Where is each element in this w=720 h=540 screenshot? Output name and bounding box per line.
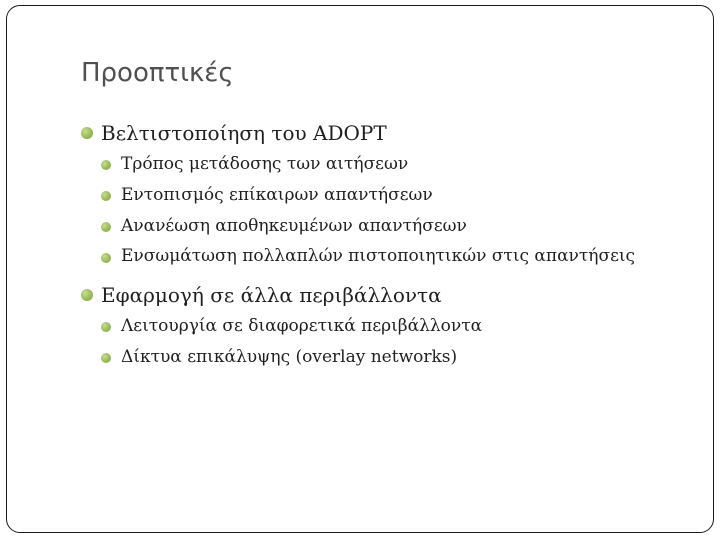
sub-bullet-text: Ανανέωση αποθηκευμένων απαντήσεων [121, 216, 467, 236]
sub-bullet-item [101, 214, 641, 239]
sub-bullet-text: Ενσωμάτωση πολλαπλών πιστοποιητικών στις απαντήσεις [121, 246, 636, 266]
sub-bullet-item [101, 345, 641, 370]
bullet-dot-icon [81, 289, 93, 301]
sub-bullet-item [101, 314, 641, 339]
sub-bullet-text: Τρόπος μετάδοσης των αιτήσεων [121, 154, 409, 174]
bullet-item [81, 280, 641, 370]
sub-bullet-dot-icon [101, 191, 111, 201]
bullet-item [81, 118, 641, 268]
sub-bullet-item [101, 152, 641, 177]
bullet-text: Εφαρμογή σε άλλα περιβάλλοντα [101, 283, 442, 307]
sub-bullet-dot-icon [101, 253, 111, 263]
bullet-list [81, 118, 641, 376]
slide-title: Προοπτικές [81, 58, 234, 88]
sub-bullet-text: Δίκτυα επικάλυψης (overlay networks) [121, 347, 458, 367]
bullet-text: Βελτιστοποίηση του ADOPT [101, 121, 387, 145]
sub-bullet-dot-icon [101, 160, 111, 170]
sub-bullet-list [101, 314, 641, 370]
sub-bullet-dot-icon [101, 353, 111, 363]
sub-bullet-dot-icon [101, 322, 111, 332]
sub-bullet-item [101, 245, 641, 268]
sub-bullet-text: Εντοπισμός επίκαιρων απαντήσεων [121, 185, 433, 205]
sub-bullet-list [101, 152, 641, 268]
sub-bullet-item [101, 183, 641, 208]
sub-bullet-text: Λειτουργία σε διαφορετικά περιβάλλοντα [121, 316, 483, 336]
bullet-dot-icon [81, 127, 93, 139]
sub-bullet-dot-icon [101, 222, 111, 232]
